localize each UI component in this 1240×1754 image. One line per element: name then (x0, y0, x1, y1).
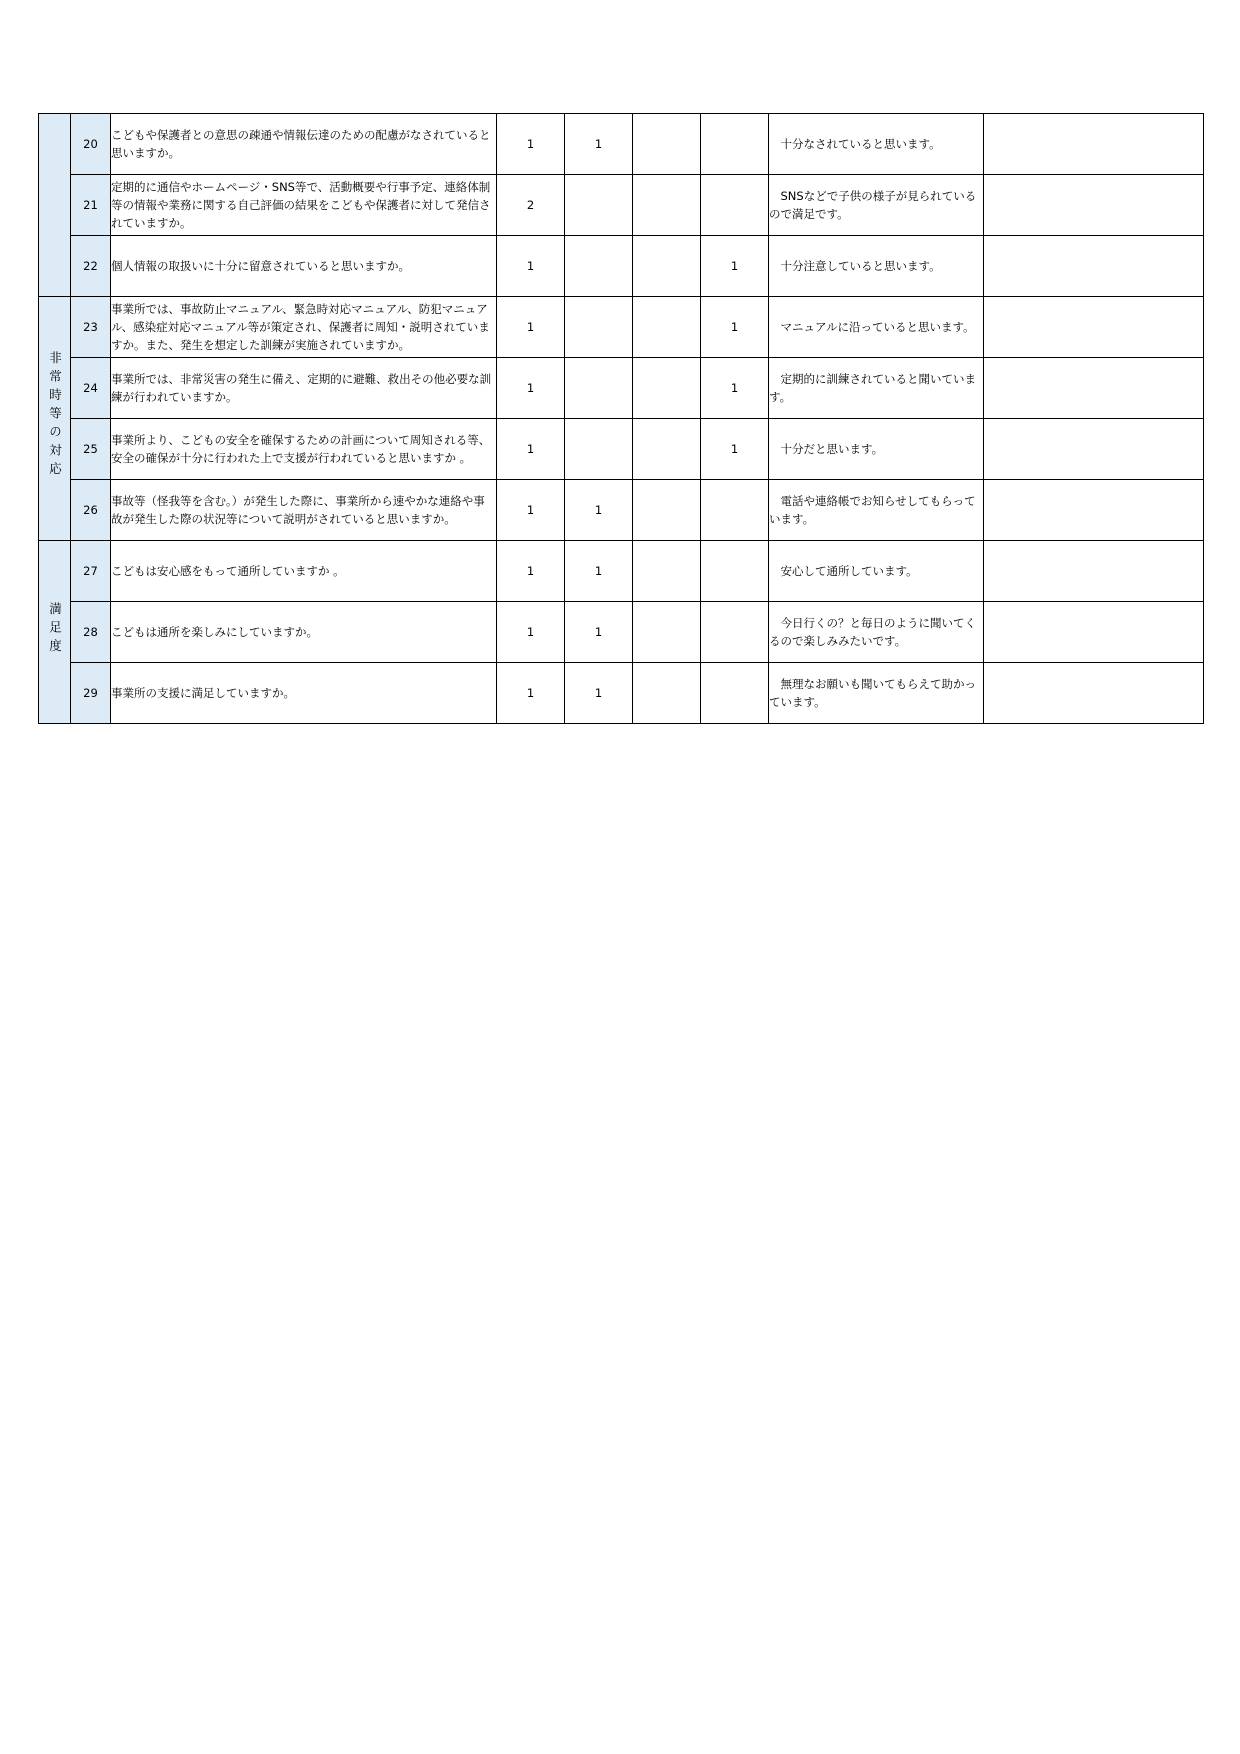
row-number: 21 (71, 175, 111, 236)
row-number: 27 (71, 541, 111, 602)
count-cell-4 (701, 663, 769, 724)
question-text: 事業所の支援に満足していますか。 (111, 663, 497, 724)
category-label-satisfaction: 満足度 (47, 601, 63, 658)
count-cell-4: 1 (701, 419, 769, 480)
table-row (39, 236, 1204, 297)
count-cell-2: 1 (565, 480, 633, 541)
comment-cell: 十分注意していると思います。 (769, 236, 984, 297)
count-cell-4: 1 (701, 236, 769, 297)
count-cell-1: 1 (497, 419, 565, 480)
table-row (39, 358, 1204, 419)
comment-cell: SNSなどで子供の様子が見られているので満足です。 (769, 175, 984, 236)
count-cell-3 (633, 480, 701, 541)
count-cell-2: 1 (565, 663, 633, 724)
extra-cell (984, 297, 1204, 358)
count-cell-2 (565, 297, 633, 358)
count-cell-4 (701, 541, 769, 602)
question-text: こどもは安心感をもって通所していますか 。 (111, 541, 497, 602)
count-cell-2 (565, 175, 633, 236)
count-cell-1: 1 (497, 663, 565, 724)
row-number: 22 (71, 236, 111, 297)
count-cell-1: 1 (497, 602, 565, 663)
extra-cell (984, 236, 1204, 297)
count-cell-1: 1 (497, 114, 565, 175)
table-row (39, 602, 1204, 663)
table-row (39, 114, 1204, 175)
table-row (39, 541, 1204, 602)
comment-cell: 電話や連絡帳でお知らせしてもらっています。 (769, 480, 984, 541)
question-text: こどもや保護者との意思の疎通や情報伝達のための配慮がなされていると思いますか。 (111, 114, 497, 175)
comment-cell: 安心して通所しています。 (769, 541, 984, 602)
count-cell-1: 1 (497, 297, 565, 358)
category-label-emergency: 非常時等の対応 (47, 351, 63, 481)
count-cell-3 (633, 297, 701, 358)
question-text: 定期的に通信やホームページ・SNS等で、活動概要や行事予定、連絡体制等の情報や業務に関する自己評価の結果をこどもや保護者に対して発信されていますか。 (111, 175, 497, 236)
count-cell-3 (633, 114, 701, 175)
count-cell-4 (701, 114, 769, 175)
row-number: 20 (71, 114, 111, 175)
count-cell-1: 1 (497, 541, 565, 602)
extra-cell (984, 541, 1204, 602)
row-number: 24 (71, 358, 111, 419)
question-text: 事業所より、こどもの安全を確保するための計画について周知される等、安全の確保が十分に行われた上で支援が行われていると思いますか 。 (111, 419, 497, 480)
count-cell-3 (633, 236, 701, 297)
table-row (39, 419, 1204, 480)
table-row (39, 297, 1204, 358)
category-cell-emergency (39, 297, 71, 541)
count-cell-4 (701, 602, 769, 663)
table-row (39, 480, 1204, 541)
count-cell-4: 1 (701, 297, 769, 358)
question-text: 事業所では、非常災害の発生に備え、定期的に避難、救出その他必要な訓練が行われていますか。 (111, 358, 497, 419)
count-cell-2: 1 (565, 114, 633, 175)
count-cell-3 (633, 419, 701, 480)
count-cell-3 (633, 663, 701, 724)
question-text: 事業所では、事故防止マニュアル、緊急時対応マニュアル、防犯マニュアル、感染症対応マニュアル等が策定され、保護者に周知・説明されていますか。また、発生を想定した訓練が実施されていますか。 (111, 297, 497, 358)
count-cell-4 (701, 480, 769, 541)
count-cell-2 (565, 236, 633, 297)
count-cell-3 (633, 358, 701, 419)
table-row (39, 663, 1204, 724)
question-text: 事故等（怪我等を含む。）が発生した際に、事業所から速やかな連絡や事故が発生した際の状況等について説明がされていると思いますか。 (111, 480, 497, 541)
comment-cell: 無理なお願いも聞いてもらえて助かっています。 (769, 663, 984, 724)
survey-table (38, 113, 1204, 724)
extra-cell (984, 663, 1204, 724)
count-cell-4: 1 (701, 358, 769, 419)
extra-cell (984, 358, 1204, 419)
question-text: 個人情報の取扱いに十分に留意されていると思いますか。 (111, 236, 497, 297)
count-cell-2: 1 (565, 541, 633, 602)
table-row (39, 175, 1204, 236)
comment-cell: 十分なされていると思います。 (769, 114, 984, 175)
extra-cell (984, 419, 1204, 480)
count-cell-2 (565, 419, 633, 480)
extra-cell (984, 114, 1204, 175)
row-number: 23 (71, 297, 111, 358)
question-text: こどもは通所を楽しみにしていますか。 (111, 602, 497, 663)
count-cell-1: 2 (497, 175, 565, 236)
extra-cell (984, 175, 1204, 236)
comment-cell: マニュアルに沿っていると思います。 (769, 297, 984, 358)
count-cell-3 (633, 602, 701, 663)
extra-cell (984, 480, 1204, 541)
count-cell-4 (701, 175, 769, 236)
count-cell-1: 1 (497, 480, 565, 541)
category-cell-communication (39, 114, 71, 297)
count-cell-2 (565, 358, 633, 419)
count-cell-1: 1 (497, 236, 565, 297)
comment-cell: 定期的に訓練されていると聞いています。 (769, 358, 984, 419)
count-cell-3 (633, 175, 701, 236)
comment-cell: 今日行くの？と毎日のように聞いてくるので楽しみみたいです。 (769, 602, 984, 663)
row-number: 28 (71, 602, 111, 663)
count-cell-3 (633, 541, 701, 602)
category-cell-satisfaction (39, 541, 71, 724)
row-number: 26 (71, 480, 111, 541)
row-number: 25 (71, 419, 111, 480)
count-cell-2: 1 (565, 602, 633, 663)
extra-cell (984, 602, 1204, 663)
comment-cell: 十分だと思います。 (769, 419, 984, 480)
row-number: 29 (71, 663, 111, 724)
count-cell-1: 1 (497, 358, 565, 419)
